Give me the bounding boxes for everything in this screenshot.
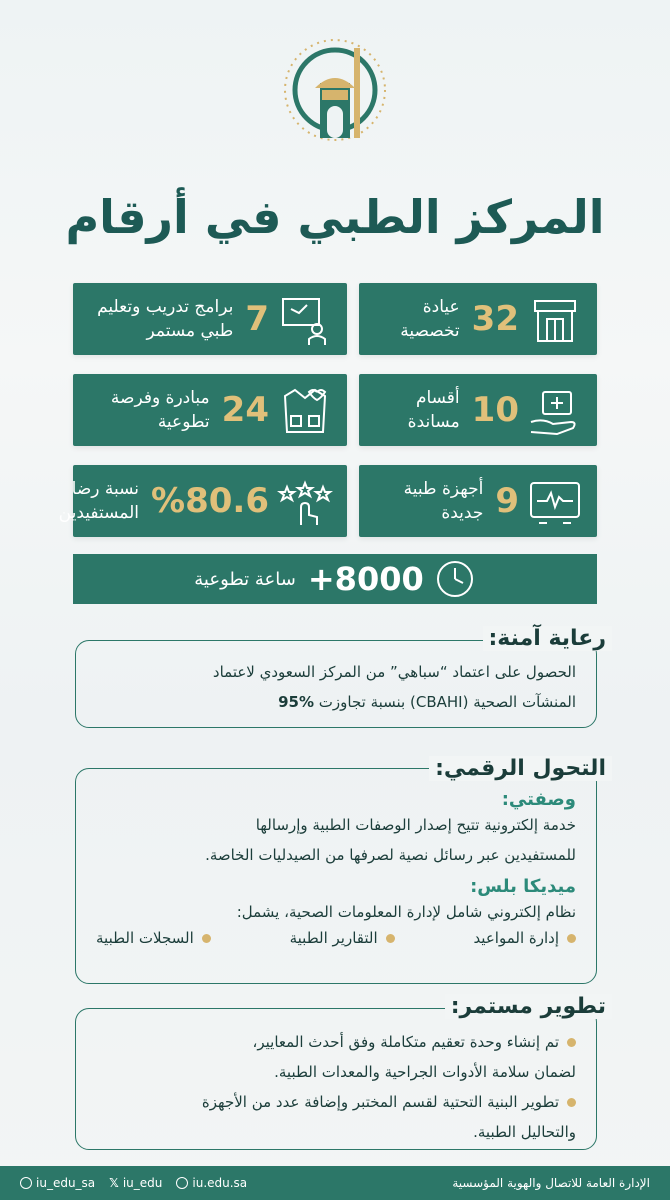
development-bullet-1-line1: تم إنشاء وحدة تعقيم متكاملة وفق أحدث المعايير، [96, 1027, 576, 1057]
clinic-building-icon [527, 291, 583, 347]
footer [0, 1166, 670, 1200]
medica-item: السجلات الطبية [96, 929, 211, 947]
training-value: 7 [245, 299, 269, 339]
globe-icon [176, 1177, 188, 1189]
bullet-icon [202, 934, 211, 943]
digital-title: التحول الرقمي: [429, 756, 612, 781]
medica-items [96, 929, 576, 947]
volunteer-value: 24 [221, 390, 269, 430]
medica-item: التقارير الطبية [290, 929, 395, 947]
x-icon: 𝕏 [109, 1176, 119, 1190]
development-bullet-2-line1: تطوير البنية التحتية لقسم المختبر وإضافة عدد من الأجهزة [96, 1087, 576, 1117]
bullet-icon [567, 1098, 576, 1107]
stat-card-departments [359, 374, 597, 446]
safe-care-line1: الحصول على اعتماد “سباهي” من المركز السعودي لاعتماد [212, 663, 576, 681]
training-presentation-icon [277, 291, 333, 347]
medica-title: ميديكا بلس: [470, 876, 576, 897]
medica-line: نظام إلكتروني شامل لإدارة المعلومات الصحية، يشمل: [236, 903, 576, 921]
devices-label: أجهزة طبية جديدة [403, 479, 484, 523]
stat-card-devices [359, 465, 597, 537]
stat-card-satisfaction [58, 465, 347, 537]
bullet-icon [567, 934, 576, 943]
bullet-icon [386, 934, 395, 943]
footer-department: الإدارة العامة للاتصال والهوية المؤسسية [452, 1176, 650, 1190]
medical-monitor-icon [527, 473, 583, 529]
wasfati-title: وصفتي: [501, 789, 576, 810]
clinics-value: 32 [471, 299, 519, 339]
stat-card-training [73, 283, 347, 355]
volunteer-hours-value: +8000 [307, 560, 424, 598]
devices-value: 9 [495, 481, 519, 521]
stat-card-clinics [359, 283, 597, 355]
website-link[interactable]: iu.edu.sa [176, 1176, 247, 1190]
x-link[interactable]: 𝕏 iu_edu [109, 1176, 163, 1190]
development-box [75, 1008, 597, 1150]
volunteer-label: مبادرة وفرصة تطوعية [110, 388, 210, 432]
volunteer-hours-label: ساعة تطوعية [194, 568, 296, 590]
development-bullet-1-line2: لضمان سلامة الأدوات الجراحية والمعدات الطبية. [274, 1063, 576, 1081]
university-logo-icon [270, 28, 400, 158]
medical-kit-hand-icon [527, 382, 583, 438]
satisfaction-value: %80.6 [151, 481, 269, 521]
safe-care-line2: المنشآت الصحية (CBAHI) بنسبة تجاوزت 95% [278, 693, 576, 711]
clinics-label: عيادة تخصصية [400, 297, 460, 341]
page-title: المركز الطبي في أرقام [65, 190, 605, 244]
development-bullet-2-line2: والتحاليل الطبية. [473, 1123, 576, 1141]
instagram-link[interactable]: iu_edu_sa [20, 1176, 95, 1190]
clock-24-icon [434, 558, 476, 600]
safe-care-title: رعاية آمنة: [483, 626, 613, 651]
departments-value: 10 [471, 390, 519, 430]
instagram-icon [20, 1177, 32, 1189]
digital-box [75, 768, 597, 984]
wasfati-line1: خدمة إلكترونية تتيح إصدار الوصفات الطبية وإرسالها [255, 816, 576, 834]
medica-item: إدارة المواعيد [473, 929, 576, 947]
satisfaction-label: نسبة رضا المستفيدين [58, 479, 140, 523]
bullet-icon [567, 1038, 576, 1047]
rating-stars-icon [277, 473, 333, 529]
safe-care-percentage: 95% [278, 693, 314, 711]
training-label: برامج تدريب وتعليم طبي مستمر [97, 297, 234, 341]
stat-card-volunteer-hours [73, 554, 597, 604]
wasfati-line2: للمستفيدين عبر رسائل نصية لصرفها من الصيدليات الخاصة. [205, 846, 576, 864]
safe-care-box [75, 640, 597, 728]
stat-card-volunteer [73, 374, 347, 446]
volunteer-vest-icon [277, 382, 333, 438]
development-title: تطوير مستمر: [445, 994, 612, 1019]
social-links [20, 1176, 247, 1190]
departments-label: أقسام مساندة [407, 388, 460, 432]
